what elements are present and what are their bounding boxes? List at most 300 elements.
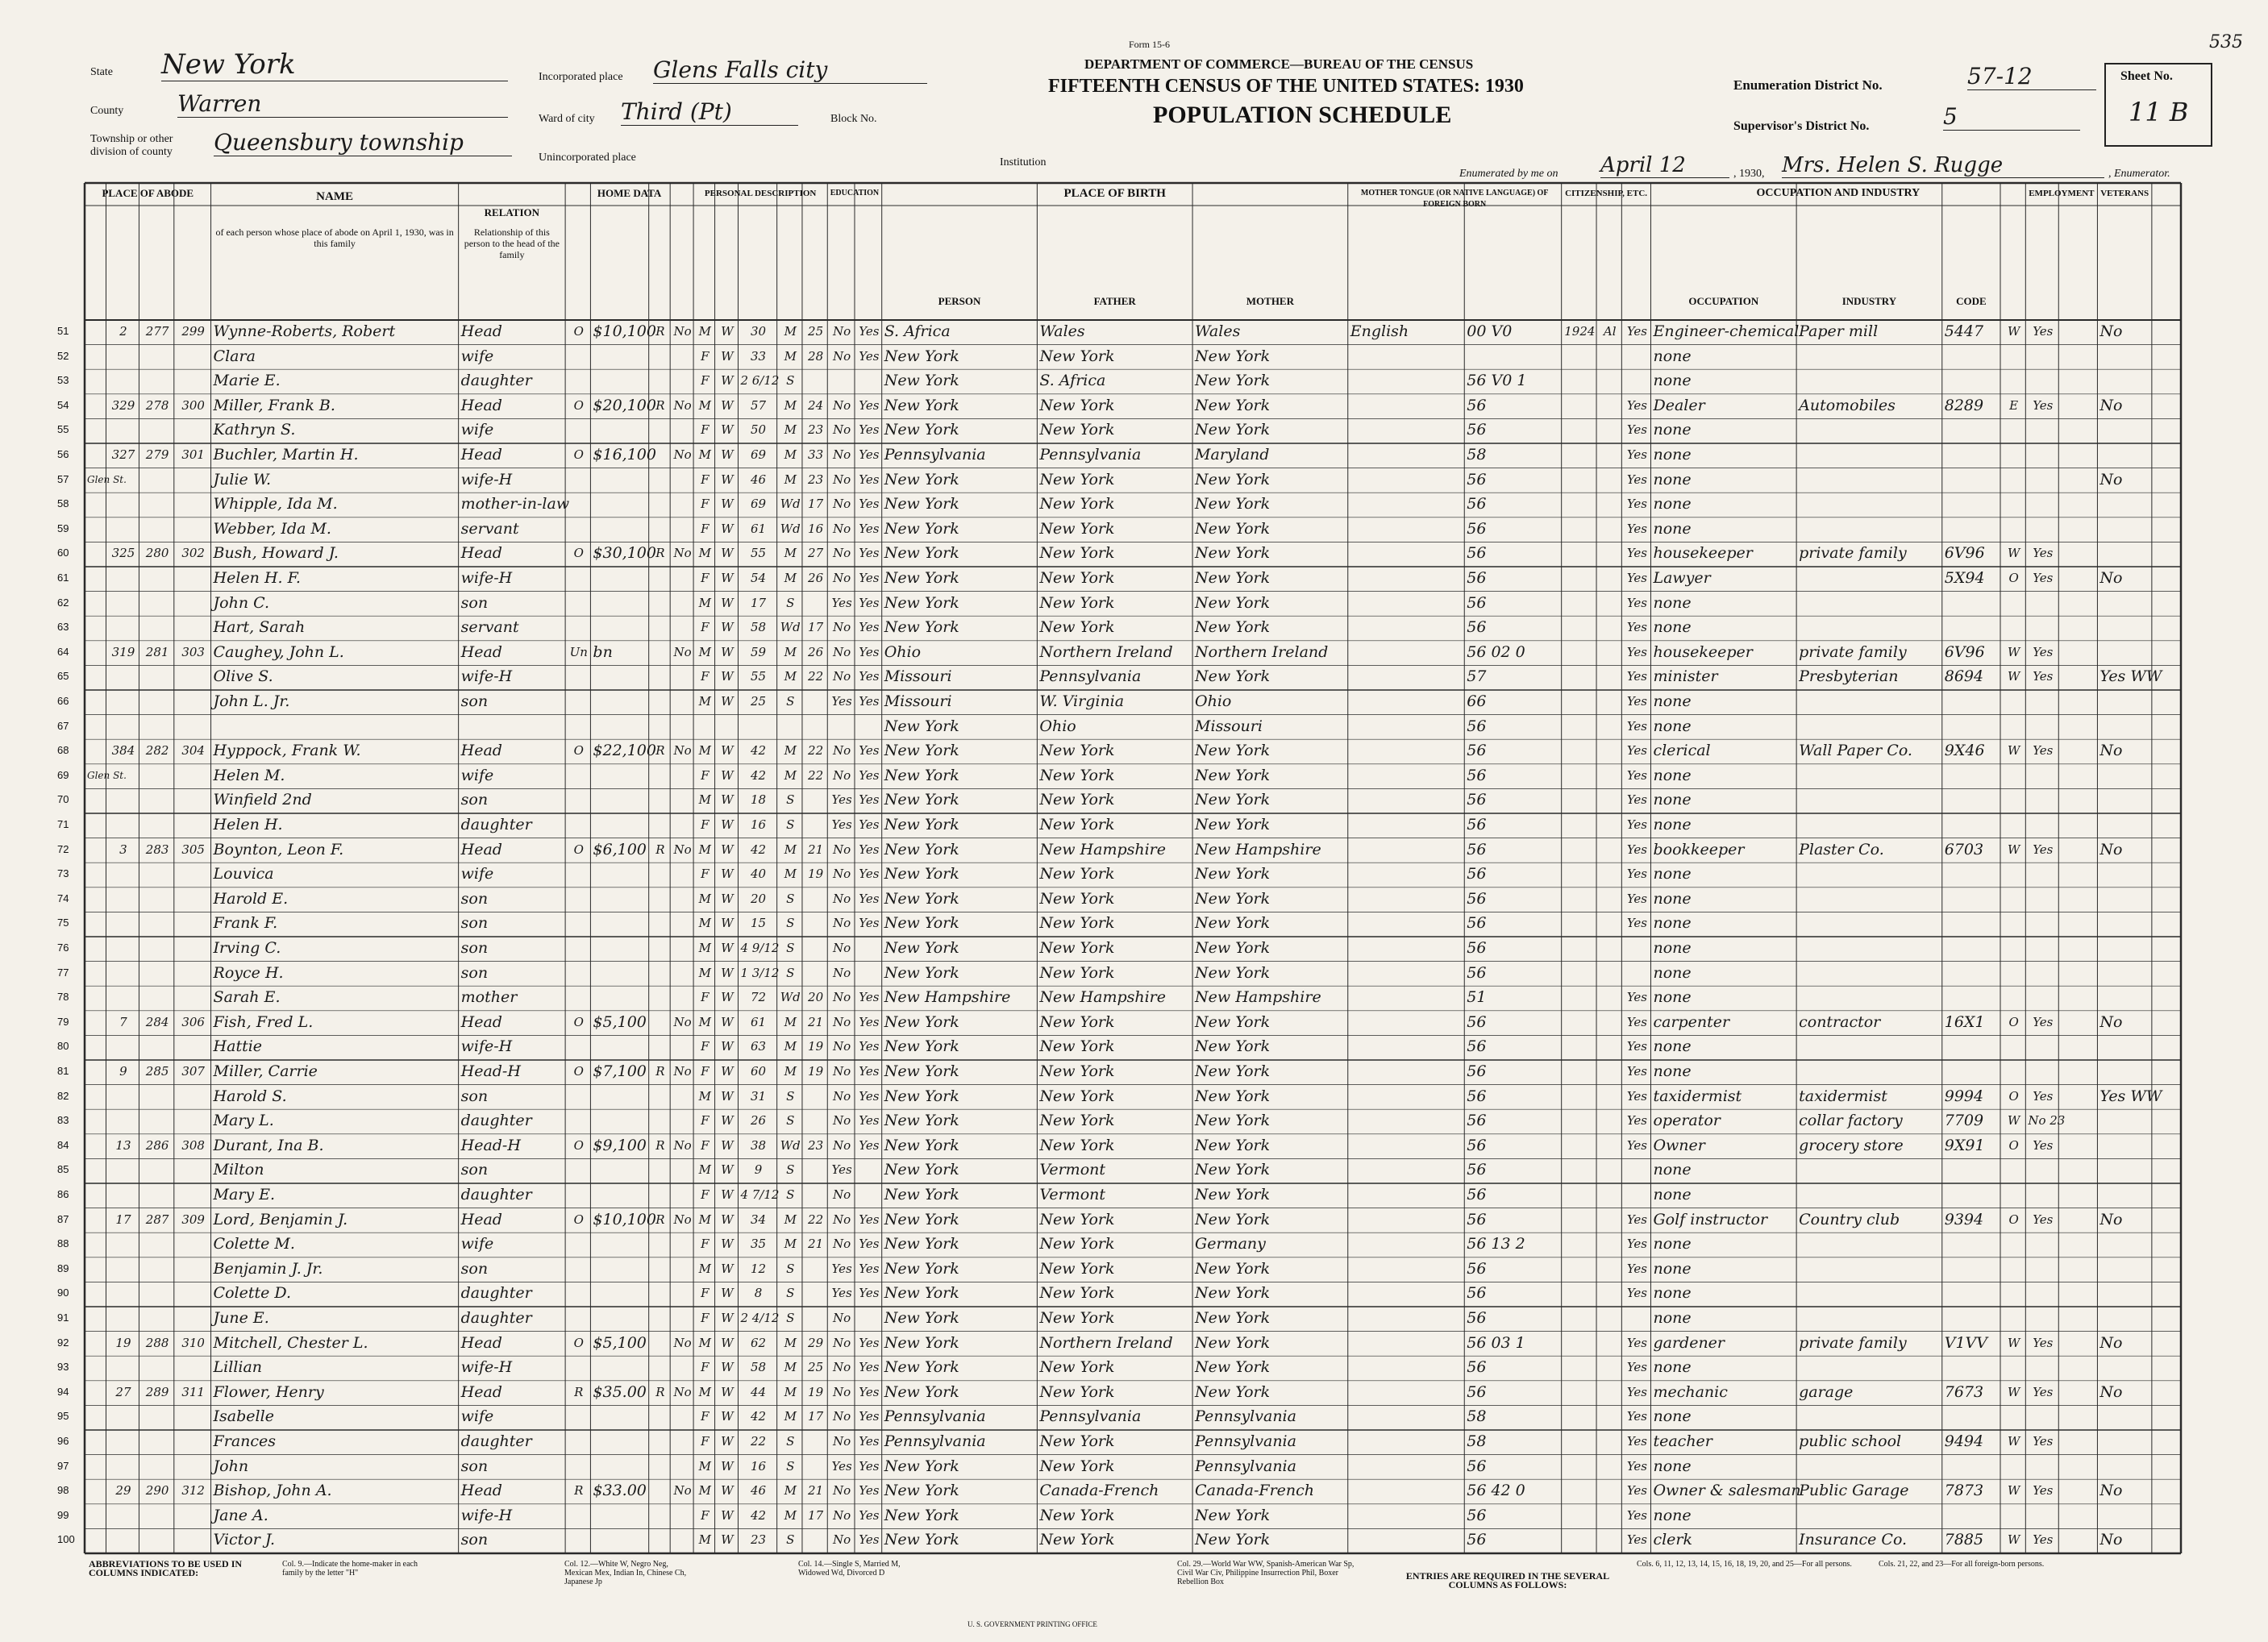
cell-bp: Pennsylvania bbox=[884, 1432, 986, 1450]
cell-rd: Yes bbox=[859, 743, 880, 759]
entries-1: Cols. 6, 11, 12, 13, 14, 15, 16, 18, 19, 20, and 25—For all persons. bbox=[1637, 1560, 1852, 1569]
cell-sch: No bbox=[833, 324, 851, 339]
cell-fam: 309 bbox=[181, 1212, 205, 1227]
cell-bp: Pennsylvania bbox=[884, 446, 986, 464]
cell-rel: son bbox=[460, 1087, 489, 1105]
cell-name: Olive S. bbox=[213, 667, 273, 686]
cell-mar: M bbox=[784, 867, 797, 882]
row-number: 53 bbox=[57, 374, 69, 387]
cell-sex: F bbox=[701, 1409, 710, 1424]
cell-rel: son bbox=[460, 939, 489, 957]
cell-fa: New York bbox=[1039, 519, 1115, 538]
row-number: 84 bbox=[57, 1138, 69, 1151]
cell-rd: Yes bbox=[859, 1384, 880, 1399]
cell-occ: none bbox=[1653, 914, 1692, 933]
cell-val: $30,100 bbox=[593, 544, 656, 563]
row-number: 83 bbox=[57, 1114, 69, 1127]
cell-mo: New York bbox=[1195, 618, 1271, 637]
cell-occ: none bbox=[1653, 1309, 1692, 1327]
cell-cd: 56 bbox=[1467, 1037, 1487, 1056]
cell-name: Flower, Henry bbox=[213, 1382, 324, 1401]
cell-fa: New York bbox=[1039, 1112, 1115, 1130]
cell-cw: W bbox=[2007, 669, 2020, 684]
cell-ind: public school bbox=[1799, 1432, 1902, 1450]
cell-bp: New York bbox=[884, 470, 959, 488]
cell-am: 26 bbox=[808, 571, 824, 585]
cell-sch: No bbox=[833, 422, 851, 438]
cell-own: O bbox=[573, 447, 584, 462]
cell-fa: New Hampshire bbox=[1039, 988, 1167, 1007]
cell-name: Sarah E. bbox=[213, 988, 281, 1007]
cell-fam: 305 bbox=[181, 842, 205, 857]
cell-mo: New York bbox=[1195, 742, 1271, 760]
cell-am: 22 bbox=[808, 1212, 824, 1227]
cell-cd: 56 bbox=[1467, 1062, 1487, 1080]
footnote-col9: Col. 9.—Indicate the home-maker in each family by the letter "H" bbox=[282, 1560, 418, 1578]
cell-name: Kathryn S. bbox=[213, 421, 296, 439]
mother-column-label: MOTHER bbox=[1246, 295, 1294, 307]
cell-rd: Yes bbox=[859, 620, 880, 635]
cell-own: O bbox=[573, 324, 584, 339]
cell-sch: No bbox=[833, 1212, 851, 1227]
state-label: State bbox=[90, 66, 113, 78]
cell-name: Helen M. bbox=[213, 766, 285, 784]
cell-occ: none bbox=[1653, 988, 1692, 1007]
cell-am: 25 bbox=[808, 1360, 824, 1375]
cell-name: Harold S. bbox=[213, 1087, 287, 1105]
cell-fa: New York bbox=[1039, 470, 1115, 488]
cell-eng: Yes bbox=[1626, 1483, 1647, 1499]
cell-occ: none bbox=[1653, 347, 1692, 365]
cell-occ: none bbox=[1653, 1259, 1692, 1278]
cell-occ: operator bbox=[1653, 1112, 1721, 1130]
cell-fam: 311 bbox=[181, 1384, 205, 1399]
cell-fa: New York bbox=[1039, 791, 1115, 809]
cell-farm: No bbox=[673, 1384, 692, 1399]
cell-sex: M bbox=[698, 1458, 711, 1474]
row-number: 71 bbox=[57, 818, 69, 830]
cell-age: 69 bbox=[750, 447, 767, 462]
cell-cd: 51 bbox=[1467, 988, 1487, 1007]
cell-sch: No bbox=[833, 1507, 851, 1523]
cell-mar: Wd bbox=[780, 620, 801, 635]
cell-age: 46 bbox=[750, 472, 767, 487]
cell-bp: Missouri bbox=[884, 667, 952, 686]
cell-fa: New York bbox=[1039, 347, 1115, 365]
cell-sex: M bbox=[698, 1532, 711, 1548]
ward-label: Ward of city bbox=[539, 113, 595, 125]
cell-fa: New York bbox=[1039, 396, 1115, 414]
cell-sch: No bbox=[833, 990, 851, 1005]
cell-race: W bbox=[721, 1088, 734, 1104]
cell-mar: M bbox=[784, 1483, 797, 1499]
row-number: 77 bbox=[57, 966, 69, 979]
cell-eng: Yes bbox=[1626, 1212, 1647, 1227]
cell-bp: New York bbox=[884, 791, 959, 809]
footnote-col14: Col. 14.—Single S, Married M, Widowed Wd, Divorced D bbox=[798, 1560, 901, 1578]
cell-cd: 56 bbox=[1467, 840, 1487, 858]
cell-cw: W bbox=[2007, 546, 2020, 561]
cell-wk: Yes bbox=[2033, 842, 2054, 857]
cell-radio: R bbox=[655, 1212, 665, 1227]
cell-sch: No bbox=[833, 1434, 851, 1449]
cell-mar: S bbox=[786, 1532, 795, 1548]
cell-fam: 308 bbox=[181, 1137, 205, 1153]
cell-code: 6V96 bbox=[1944, 544, 1985, 563]
enumerated-year: , 1930, bbox=[1733, 168, 1765, 180]
cell-sex: M bbox=[698, 941, 711, 955]
cell-hn: 17 bbox=[115, 1212, 131, 1227]
cell-wk: Yes bbox=[2033, 546, 2054, 561]
row-number: 82 bbox=[57, 1089, 69, 1102]
cell-mar: S bbox=[786, 891, 795, 906]
row-number: 93 bbox=[57, 1361, 69, 1374]
industry-column-label: INDUSTRY bbox=[1841, 295, 1897, 307]
cell-sch: Yes bbox=[831, 1162, 852, 1178]
cell-bp: New Hampshire bbox=[884, 988, 1011, 1007]
cell-bp: New York bbox=[884, 1259, 959, 1278]
entries-2: Cols. 21, 22, and 23—For all foreign-born persons. bbox=[1879, 1560, 2045, 1569]
cell-name: Bishop, John A. bbox=[213, 1482, 332, 1500]
cell-mo: New York bbox=[1195, 1136, 1271, 1154]
cell-sex: M bbox=[698, 1335, 711, 1350]
cell-mo: New York bbox=[1195, 470, 1271, 488]
cell-cd: 58 bbox=[1467, 446, 1487, 464]
row-number: 66 bbox=[57, 695, 69, 707]
cell-val: $6,100 bbox=[593, 840, 647, 858]
cell-rel: son bbox=[460, 1259, 489, 1278]
row-number: 76 bbox=[57, 942, 69, 954]
cell-farm: No bbox=[673, 1335, 692, 1350]
cell-mo: New York bbox=[1195, 569, 1271, 587]
cell-rd: Yes bbox=[859, 694, 880, 709]
cell-sch: No bbox=[833, 1064, 851, 1079]
row-number: 80 bbox=[57, 1040, 69, 1053]
cell-sch: No bbox=[833, 472, 851, 487]
cell-val: $35.00 bbox=[593, 1382, 647, 1401]
cell-wk: Yes bbox=[2033, 324, 2054, 339]
cell-sch: No bbox=[833, 1088, 851, 1104]
cell-fam: 301 bbox=[181, 447, 205, 462]
cell-rel: wife-H bbox=[460, 569, 513, 587]
cell-age: 58 bbox=[750, 1360, 767, 1375]
cell-race: W bbox=[721, 373, 734, 389]
cell-name: Fish, Fred L. bbox=[213, 1012, 314, 1031]
section-occupation: OCCUPATION AND INDUSTRY bbox=[1756, 187, 1921, 199]
cell-eng: Yes bbox=[1626, 521, 1647, 536]
cell-rd: Yes bbox=[859, 916, 880, 931]
cell-age: 9 bbox=[754, 1162, 763, 1178]
cell-mar: S bbox=[786, 1187, 795, 1202]
cell-code: 9X91 bbox=[1944, 1136, 1985, 1154]
cell-rel: wife bbox=[460, 1407, 494, 1426]
cell-age: 8 bbox=[754, 1286, 763, 1301]
cell-cd: 66 bbox=[1467, 692, 1487, 710]
cell-occ: mechanic bbox=[1653, 1382, 1728, 1401]
cell-tongue: English bbox=[1350, 322, 1409, 340]
cell-eng: Yes bbox=[1626, 644, 1647, 659]
cell-rd: Yes bbox=[859, 1458, 880, 1474]
cell-occ: clerical bbox=[1653, 742, 1711, 760]
cell-ind: Plaster Co. bbox=[1799, 840, 1884, 858]
cell-own: R bbox=[574, 1384, 584, 1399]
row-number: 96 bbox=[57, 1435, 69, 1447]
county-label: County bbox=[90, 105, 124, 117]
cell-fa: New York bbox=[1039, 865, 1115, 883]
cell-code: 8289 bbox=[1944, 396, 1984, 414]
cell-bp: Ohio bbox=[884, 642, 922, 661]
township-value: Queensbury township bbox=[214, 129, 512, 156]
cell-fa: New York bbox=[1039, 742, 1115, 760]
cell-radio: R bbox=[655, 1064, 665, 1079]
cell-occ: none bbox=[1653, 1457, 1692, 1475]
cell-eng: Yes bbox=[1626, 595, 1647, 610]
cell-eng: Yes bbox=[1626, 324, 1647, 339]
cell-age: 4 9/12 bbox=[740, 941, 780, 955]
cell-age: 26 bbox=[750, 1113, 767, 1129]
cell-rel: son bbox=[460, 593, 489, 612]
cell-occ: none bbox=[1653, 1358, 1692, 1377]
cell-rel: son bbox=[460, 791, 489, 809]
cell-bp: New York bbox=[884, 1358, 959, 1377]
cell-name: Buchler, Martin H. bbox=[213, 446, 359, 464]
cell-sch: No bbox=[833, 767, 851, 783]
cell-bp: New York bbox=[884, 1531, 959, 1549]
cell-sch: No bbox=[833, 1039, 851, 1054]
cell-ind: collar factory bbox=[1799, 1112, 1903, 1130]
sheet-value: 11 B bbox=[2129, 97, 2189, 127]
cell-mo: New York bbox=[1195, 963, 1271, 982]
cell-farm: No bbox=[673, 644, 692, 659]
cell-occ: none bbox=[1653, 865, 1692, 883]
cell-sex: M bbox=[698, 1014, 711, 1029]
cell-rel: Head bbox=[460, 396, 502, 414]
cell-am: 22 bbox=[808, 767, 824, 783]
cell-name: Hyppock, Frank W. bbox=[213, 742, 361, 760]
cell-cd: 56 bbox=[1467, 1161, 1487, 1179]
cell-mo: New York bbox=[1195, 914, 1271, 933]
cell-val: $5,100 bbox=[593, 1012, 647, 1031]
code-column-label: CODE bbox=[1956, 295, 1987, 307]
cell-rel: son bbox=[460, 963, 489, 982]
cell-rd: Yes bbox=[859, 1261, 880, 1276]
cell-mo: New York bbox=[1195, 1259, 1271, 1278]
cell-farm: No bbox=[673, 546, 692, 561]
cell-sex: M bbox=[698, 965, 711, 980]
cell-am: 23 bbox=[808, 422, 824, 438]
cell-occ: none bbox=[1653, 470, 1692, 488]
cell-fa: New York bbox=[1039, 914, 1115, 933]
row-number: 86 bbox=[57, 1188, 69, 1200]
row-number: 65 bbox=[57, 670, 69, 683]
cell-age: 59 bbox=[750, 644, 767, 659]
cell-race: W bbox=[721, 1237, 734, 1252]
cell-rd: Yes bbox=[859, 644, 880, 659]
section-employment: EMPLOYMENT bbox=[2029, 189, 2095, 198]
cell-sex: F bbox=[701, 1286, 710, 1301]
section-citizenship: CITIZENSHIP, ETC. bbox=[1565, 189, 1648, 198]
cell-bp: New York bbox=[884, 914, 959, 933]
cell-name: Lord, Benjamin J. bbox=[213, 1210, 348, 1228]
cell-vet: No bbox=[2099, 840, 2123, 858]
cell-rd: Yes bbox=[859, 324, 880, 339]
cell-occ: none bbox=[1653, 593, 1692, 612]
enum-district-label: Enumeration District No. bbox=[1733, 77, 1883, 93]
cell-sch: No bbox=[833, 447, 851, 462]
cell-cd: 56 bbox=[1467, 1531, 1487, 1549]
footnote-col29: Col. 29.—World War WW, Spanish-American War Sp, Civil War Civ, Philippine Insurrection Phil, Boxer Rebellion Box bbox=[1177, 1560, 1355, 1586]
cell-fam: 310 bbox=[181, 1335, 205, 1350]
sheet-label: Sheet No. bbox=[2120, 69, 2173, 83]
cell-sex: F bbox=[701, 990, 710, 1005]
cell-race: W bbox=[721, 1458, 734, 1474]
cell-mo: New York bbox=[1195, 1037, 1271, 1056]
cell-own: O bbox=[573, 1014, 584, 1029]
cell-race: W bbox=[721, 1064, 734, 1079]
cell-eng: Yes bbox=[1626, 817, 1647, 832]
cell-mo: New York bbox=[1195, 1358, 1271, 1377]
cell-mar: M bbox=[784, 669, 797, 684]
cell-name: Miller, Frank B. bbox=[213, 396, 335, 414]
cell-bp: New York bbox=[884, 618, 959, 637]
cell-hn: 13 bbox=[115, 1137, 131, 1153]
cell-rel: Head-H bbox=[460, 1062, 521, 1080]
cell-farm: No bbox=[673, 1483, 692, 1499]
cell-eng: Yes bbox=[1626, 1458, 1647, 1474]
cell-eng: Yes bbox=[1626, 990, 1647, 1005]
cell-sex: M bbox=[698, 743, 711, 759]
cell-bp: New York bbox=[884, 1136, 959, 1154]
row-number: 52 bbox=[57, 349, 69, 362]
cell-race: W bbox=[721, 743, 734, 759]
cell-cd: 56 bbox=[1467, 1309, 1487, 1327]
row-number: 90 bbox=[57, 1287, 69, 1299]
cell-val: $10,100 bbox=[593, 1210, 656, 1228]
cell-am: 19 bbox=[808, 1064, 824, 1079]
cell-name: Colette D. bbox=[213, 1284, 291, 1303]
cell-am: 21 bbox=[808, 1483, 824, 1499]
cell-fa: New York bbox=[1039, 1136, 1115, 1154]
cell-race: W bbox=[721, 867, 734, 882]
cell-mo: New York bbox=[1195, 1087, 1271, 1105]
cell-sex: F bbox=[701, 1039, 710, 1054]
cell-bp: New York bbox=[884, 519, 959, 538]
cell-wk: Yes bbox=[2033, 397, 2054, 413]
cell-eng: Yes bbox=[1626, 1507, 1647, 1523]
person-column-label: PERSON bbox=[938, 295, 981, 307]
cell-radio: R bbox=[655, 546, 665, 561]
cell-age: 30 bbox=[750, 324, 767, 339]
cell-bp: New York bbox=[884, 569, 959, 587]
cell-bp: New York bbox=[884, 939, 959, 957]
cell-am: 24 bbox=[808, 397, 824, 413]
cell-mar: S bbox=[786, 1458, 795, 1474]
cell-rel: Head bbox=[460, 1382, 502, 1401]
row-number: 97 bbox=[57, 1459, 69, 1472]
cell-hn: 3 bbox=[119, 842, 127, 857]
cell-fa: New York bbox=[1039, 1235, 1115, 1253]
cell-fam: 312 bbox=[181, 1483, 205, 1499]
cell-name: Frances bbox=[213, 1432, 277, 1450]
cell-race: W bbox=[721, 1039, 734, 1054]
township-label: Township or other division of county bbox=[90, 133, 173, 158]
cell-radio: R bbox=[655, 743, 665, 759]
cell-eng: Yes bbox=[1626, 1137, 1647, 1153]
cell-cd: 56 V0 1 bbox=[1467, 372, 1527, 390]
cell-rel: wife bbox=[460, 347, 494, 365]
cell-val: $22,100 bbox=[593, 742, 656, 760]
cell-sex: M bbox=[698, 792, 711, 808]
cell-race: W bbox=[721, 1384, 734, 1399]
cell-occ: clerk bbox=[1653, 1531, 1693, 1549]
cell-occ: none bbox=[1653, 1186, 1692, 1203]
cell-am: 23 bbox=[808, 1137, 824, 1153]
cell-farm: No bbox=[673, 1064, 692, 1079]
cell-sex: F bbox=[701, 1237, 710, 1252]
cell-bp: New York bbox=[884, 1235, 959, 1253]
cell-name: Boynton, Leon F. bbox=[213, 840, 344, 858]
cell-bp: New York bbox=[884, 1284, 959, 1303]
cell-sex: M bbox=[698, 842, 711, 857]
cell-cd: 56 bbox=[1467, 1112, 1487, 1130]
cell-mo: New York bbox=[1195, 421, 1271, 439]
cell-rd: Yes bbox=[859, 1434, 880, 1449]
cell-vet: No bbox=[2099, 470, 2123, 488]
cell-dw: 288 bbox=[145, 1335, 169, 1350]
cell-sex: F bbox=[701, 1064, 710, 1079]
cell-rel: daughter bbox=[460, 1309, 532, 1327]
cell-age: 1 3/12 bbox=[740, 965, 780, 980]
cell-name: Mary E. bbox=[213, 1186, 276, 1203]
cell-mo: New York bbox=[1195, 347, 1271, 365]
row-number: 81 bbox=[57, 1065, 69, 1077]
cell-radio: R bbox=[655, 842, 665, 857]
cell-eng: Yes bbox=[1626, 694, 1647, 709]
cell-race: W bbox=[721, 1014, 734, 1029]
row-number: 60 bbox=[57, 547, 69, 559]
cell-val: $20,100 bbox=[593, 396, 656, 414]
cell-race: W bbox=[721, 324, 734, 339]
row-number: 88 bbox=[57, 1237, 69, 1250]
cell-name: Julie W. bbox=[213, 470, 272, 488]
cell-fa: New York bbox=[1039, 421, 1115, 439]
cell-mar: M bbox=[784, 644, 797, 659]
cell-dw: 277 bbox=[145, 324, 169, 339]
cell-rel: wife bbox=[460, 865, 494, 883]
cell-rel: son bbox=[460, 1457, 489, 1475]
cell-mo: New York bbox=[1195, 766, 1271, 784]
cell-sch: No bbox=[833, 1014, 851, 1029]
cell-occ: none bbox=[1653, 446, 1692, 464]
cell-code: 8694 bbox=[1944, 667, 1984, 686]
cell-mo: New York bbox=[1195, 396, 1271, 414]
cell-rel: daughter bbox=[460, 816, 532, 833]
cell-val: bn bbox=[593, 642, 613, 661]
cell-occ: teacher bbox=[1653, 1432, 1712, 1450]
cell-race: W bbox=[721, 1409, 734, 1424]
cell-mar: M bbox=[784, 348, 797, 364]
cell-name: Royce H. bbox=[213, 963, 284, 982]
cell-mar: M bbox=[784, 1064, 797, 1079]
cell-rel: mother-in-law bbox=[460, 495, 570, 513]
row-number: 94 bbox=[57, 1385, 69, 1398]
cell-rd: Yes bbox=[859, 1237, 880, 1252]
cell-occ: gardener bbox=[1653, 1333, 1725, 1352]
cell-race: W bbox=[721, 965, 734, 980]
cell-radio: R bbox=[655, 324, 665, 339]
cell-sex: F bbox=[701, 373, 710, 389]
cell-sex: F bbox=[701, 1507, 710, 1523]
